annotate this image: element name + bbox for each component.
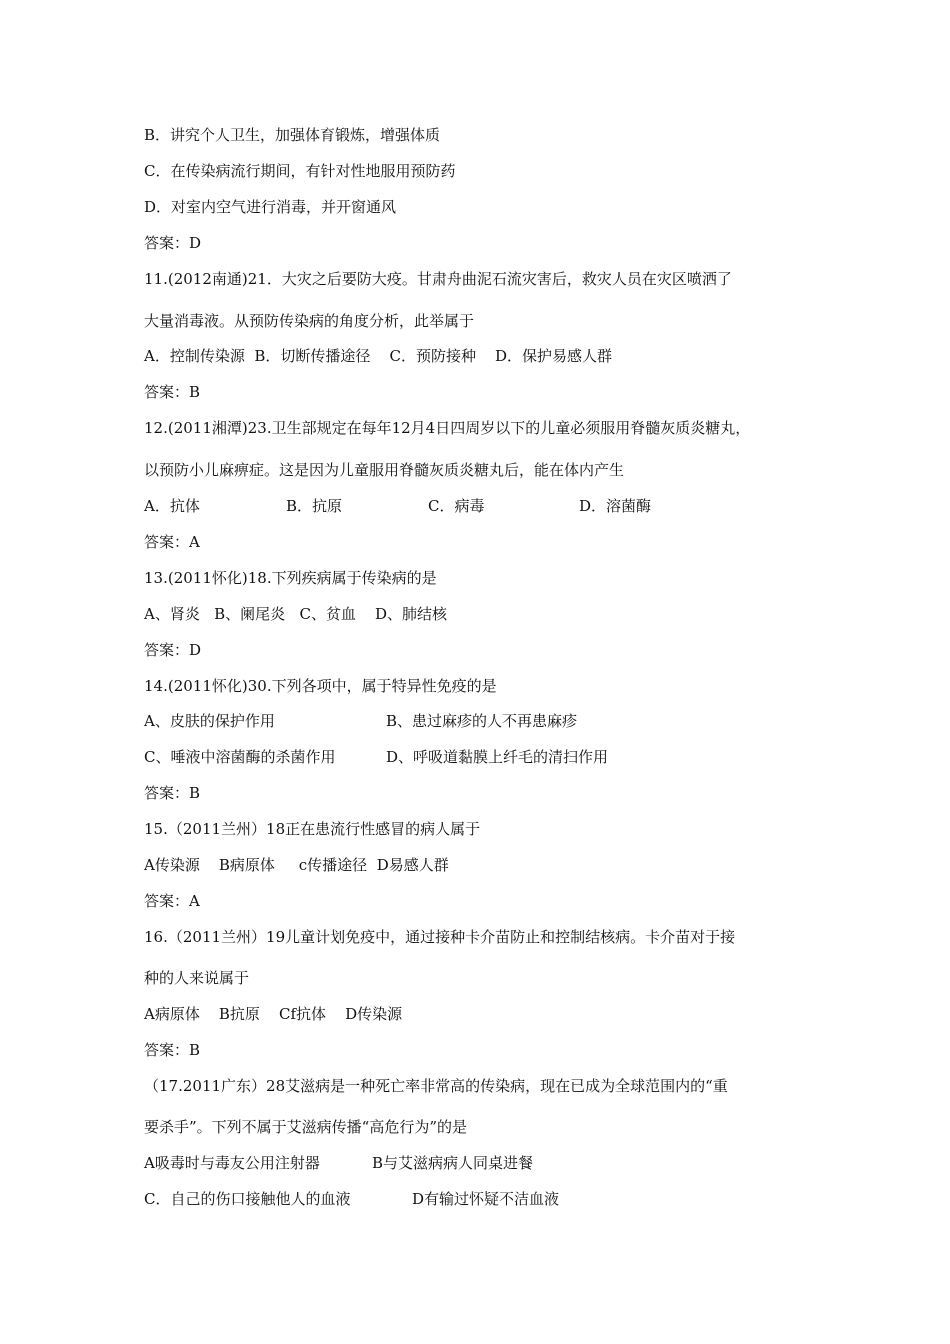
q11-question-line-1: 11.(2012南通)21．大灾之后要防大疫。甘肃舟曲泥石流灾害后，救灾人员在灾区喷洒了: [144, 270, 732, 288]
q16-answer: 答案：B: [144, 1041, 201, 1059]
q12-answer: 答案：A: [144, 533, 200, 551]
q10-option-c: C．在传染病流行期间，有针对性地服用预防药: [144, 162, 456, 180]
q10-option-b: B．讲究个人卫生，加强体育锻炼，增强体质: [144, 126, 441, 144]
q10-option-d: D．对室内空气进行消毒，并开窗通风: [144, 198, 397, 216]
q13-answer: 答案：D: [144, 641, 202, 659]
q17-question-line-2: 要杀手”。下列不属于艾滋病传播“高危行为”的是: [144, 1118, 468, 1136]
q10-answer: 答案：D: [144, 234, 202, 252]
q17-option-d: D有输过怀疑不洁血液: [412, 1190, 560, 1208]
q12-option-a: A．抗体: [144, 497, 200, 515]
q11-question-line-2: 大量消毒液。从预防传染病的角度分析，此举属于: [144, 312, 475, 330]
q17-option-c: C．自己的伤口接触他人的血液: [144, 1190, 351, 1208]
q12-option-b: B．抗原: [286, 497, 343, 515]
q16-question-line-1: 16.（2011兰州）19儿童计划免疫中，通过接种卡介苗防止和控制结核病。卡介苗对于接: [144, 928, 736, 946]
q12-question-line-1: 12.(2011湘潭)23.卫生部规定在每年12月4日四周岁以下的儿童必须服用脊髓灰质炎糖丸，: [144, 419, 751, 437]
q14-option-d: D、呼吸道黏膜上纤毛的清扫作用: [386, 748, 609, 766]
q17-question-line-1: （17.2011广东）28艾滋病是一种死亡率非常高的传染病，现在已成为全球范围内的“重: [144, 1077, 728, 1095]
q15-answer: 答案：A: [144, 892, 200, 910]
q11-options: A．控制传染源 B．切断传播途径 C．预防接种 D．保护易感人群: [144, 347, 613, 365]
q12-option-c: C．病毒: [428, 497, 485, 515]
q15-question: 15.（2011兰州）18正在患流行性感冒的病人属于: [144, 820, 481, 838]
q17-option-b: B与艾滋病病人同桌进餐: [372, 1154, 534, 1172]
q14-question: 14.(2011怀化)30.下列各项中，属于特异性免疫的是: [144, 677, 497, 695]
q14-option-b: B、患过麻疹的人不再患麻疹: [386, 712, 578, 730]
q11-answer: 答案：B: [144, 383, 201, 401]
q15-options: A传染源 B病原体 c传播途径 D易感人群: [144, 856, 449, 874]
q13-question: 13.(2011怀化)18.下列疾病属于传染病的是: [144, 569, 437, 587]
q16-question-line-2: 种的人来说属于: [144, 969, 250, 987]
q16-options: A病原体 B抗原 Cf抗体 D传染源: [144, 1005, 403, 1023]
q12-option-d: D．溶菌酶: [579, 497, 652, 515]
q17-option-a: A吸毒时与毒友公用注射器: [144, 1154, 320, 1172]
q14-option-a: A、皮肤的保护作用: [144, 712, 275, 730]
q13-options: A、肾炎 B、阑尾炎 C、贫血 D、肺结核: [144, 605, 448, 623]
q12-question-line-2: 以预防小儿麻痹症。这是因为儿童服用脊髓灰质炎糖丸后，能在体内产生: [144, 461, 625, 479]
q14-option-c: C、唾液中溶菌酶的杀菌作用: [144, 748, 336, 766]
q14-answer: 答案：B: [144, 784, 201, 802]
